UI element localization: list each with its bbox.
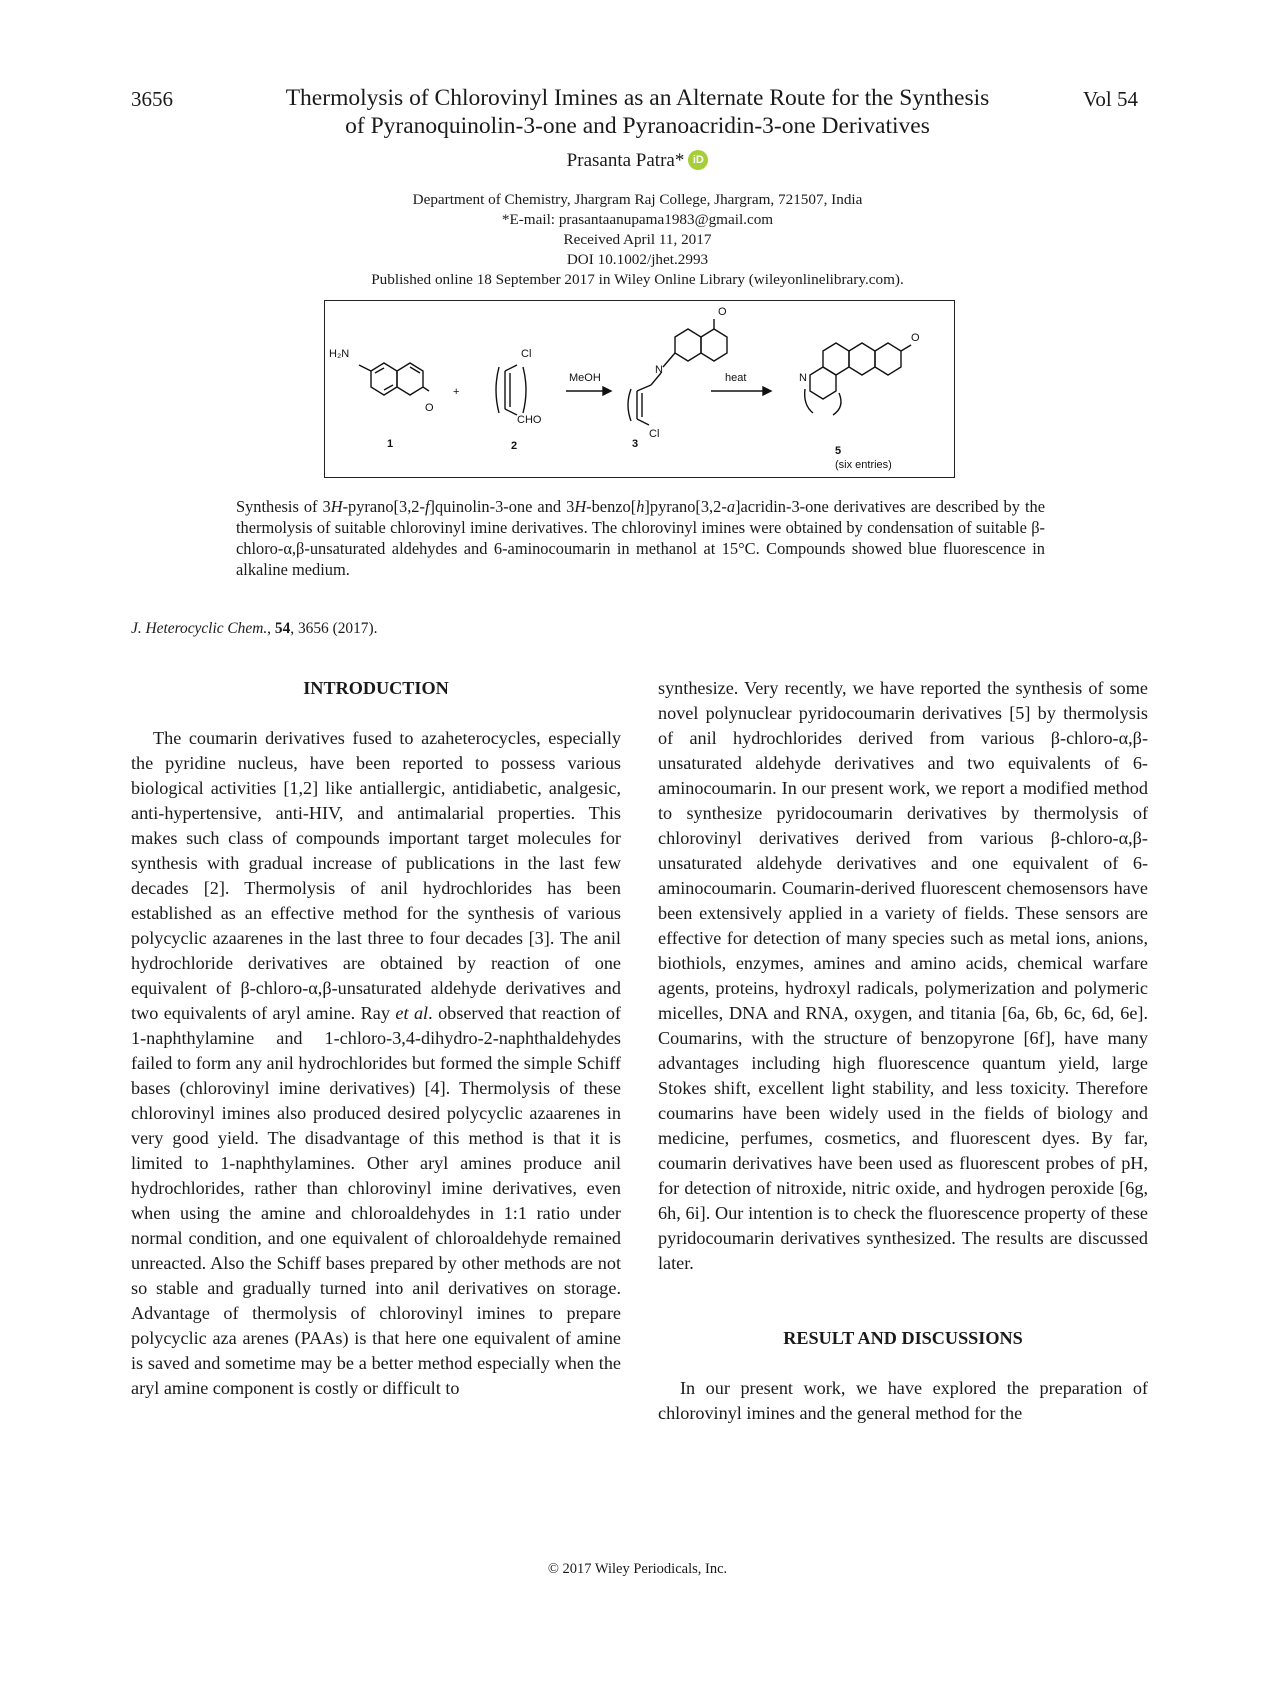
cpd1-number: 1	[387, 438, 394, 450]
article-title	[200, 84, 1075, 140]
citation-volume: 54	[274, 620, 291, 637]
volume-label: Vol 54	[1082, 87, 1138, 111]
journal-name: J. Heterocyclic Chem.	[131, 620, 268, 637]
citation-rest: , 3656 (2017).	[290, 620, 378, 637]
cpd5-o-label: O	[911, 332, 920, 344]
author-line	[0, 150, 1275, 172]
author-name: Prasanta Patra	[566, 150, 675, 171]
cpd1-benzene-ring	[371, 363, 397, 395]
title-line-1: Thermolysis of Chlorovinyl Imines as an Alternate Route for the Synthesis	[285, 85, 990, 111]
doi[interactable]: DOI 10.1002/jhet.2993	[566, 251, 709, 268]
left-column	[131, 676, 621, 1401]
received-date: Received April 11, 2017	[563, 231, 712, 248]
cpd2-cl-label: Cl	[521, 348, 532, 360]
cpd2-number: 2	[511, 440, 518, 452]
amine-label: H₂N	[329, 348, 350, 360]
condition-label: heat	[725, 372, 747, 384]
page-number: 3656	[131, 87, 173, 111]
published-online: Published online 18 September 2017 in Wiley Online Library (wileyonlinelibrary.com).	[371, 271, 904, 288]
introduction-paragraph-2: synthesize. Very recently, we have reported the synthesis of some novel polynuclear pyridocoumarin derivatives [5] by thermolysis of anil hydrochlorides derived from various β-chloro-α,β-unsaturated aldehyde derivatives and two equivalents of 6-aminocoumarin. In our present work, we report a modified method to synthesize pyridocoumarin derivatives by thermolysis of chlorovinyl derivatives derived from various β-chloro-α,β-unsaturated aldehyde derivatives and one equivalent of 6-aminocoumarin. Coumarin-derived fluorescent chemosensors have been extensively applied in a variety of fields. These sensors are effective for detection of many species such as metal ions, anions, biothiols, enzymes, amines and amino acids, chemical warfare agents, proteins, hydroxyl radicals, polymerization and polymeric micelles, DNA and RNA, oxygen, and titania [6a, 6b, 6c, 6d, 6e]. Coumarins, with the structure of benzopyrone [6f], have many advantages including high fluorescence quantum yield, large Stokes shift, excellent light stability, and less toxicity. Therefore coumarins have been widely used in the fields of biology and medicine, perfumes, cosmetics, and fluorescent dyes. By far, coumarin derivatives have been used as fluorescent probes of pH, for detection of nitroxide, nitric oxide, and hydrogen peroxide [6g, 6h, 6i]. Our intention is to check the fluorescence property of these pyridocoumarin derivatives synthesized. The results are discussed later.	[658, 678, 1148, 1273]
cpd5-pyridine-ring	[810, 367, 836, 399]
title-line-2: of Pyranoquinolin-3-one and Pyranoacridin-3-one Derivatives	[345, 113, 930, 139]
cpd5-number: 5	[835, 445, 842, 457]
cpd3-n-label: N	[655, 364, 663, 376]
reagent-label: MeOH	[569, 372, 601, 384]
email[interactable]: *E-mail: prasantaanupama1983@gmail.com	[501, 211, 774, 228]
cpd1-o-label: O	[425, 402, 434, 414]
cpd3-cl-label: Cl	[649, 428, 660, 440]
results-heading: RESULT AND DISCUSSIONS	[783, 1328, 1023, 1348]
cpd3-o-label: O	[718, 306, 727, 318]
affiliation-block	[0, 190, 1275, 290]
citation: J. Heterocyclic Chem., 54, 3656 (2017).	[131, 620, 378, 637]
entries-label: (six entries)	[835, 459, 892, 471]
cpd3-benzene-ring	[675, 329, 701, 361]
cpd5-ring-c	[875, 343, 901, 375]
reaction-scheme	[324, 300, 955, 478]
department: Department of Chemistry, Jhargram Raj College, Jhargram, 721507, India	[412, 191, 863, 208]
reaction-scheme-graphic	[325, 301, 956, 479]
cpd3-number: 3	[632, 438, 639, 450]
cpd2-cho-label: CHO	[517, 414, 542, 426]
introduction-paragraph-1: The coumarin derivatives fused to azaheterocycles, especially the pyridine nucleus, have been reported to possess various biological activities [1,2] like antiallergic, antidiabetic, analgesic, anti-hypertensive, anti-HIV, and antimalarial properties. This makes such class of compounds important target molecules for synthesis with gradual increase of publications in the last few decades [2]. Thermolysis of anil hydrochlorides has been established as an effective method for the synthesis of various polycyclic azaarenes in the last three to four decades [3]. The anil hydrochloride derivatives are obtained by reaction of one equivalent of β-chloro-α,β-unsaturated aldehyde derivatives and two equivalents of aryl amine. Ray et al. observed that reaction of 1-naphthylamine and 1-chloro-3,4-dihydro-2-naphthaldehydes failed to form any anil hydrochlorides but formed the simple Schiff bases (chlorovinyl imine derivatives) [4]. Thermolysis of these chlorovinyl imines also produced desired polycyclic azaarenes in very good yield. The disadvantage of this method is that it is limited to 1-naphthylamines. Other aryl amines produce anil hydrochlorides, rather than chlorovinyl imine derivatives, even when using the amine and chloroaldehydes in 1:1 ratio under normal condition, and one equivalent of chloroaldehyde remained unreacted. Also the Schiff bases prepared by other methods are not so stable and gradually turned into anil derivatives on storage. Advantage of thermolysis of chlorovinyl imines to prepare polycyclic aza arenes (PAAs) is that here one equivalent of amine is saved and sometime may be a better method especially when the aryl amine component is costly or difficult to	[131, 728, 621, 1398]
abstract: Synthesis of 3H-pyrano[3,2-f]quinolin-3-one and 3H-benzo[h]pyrano[3,2-a]acridin-3-one derivatives are described by the thermolysis of suitable chlorovinyl imine derivatives. The chlorovinyl imines were obtained by condensation of suitable β-chloro-α,β-unsaturated aldehydes and 6-aminocoumarin in methanol at 15°C. Compounds showed blue fluorescence in alkaline medium.	[236, 497, 1045, 579]
plus-sign: +	[453, 386, 460, 398]
cpd5-ring-b	[849, 343, 875, 375]
results-paragraph-1: In our present work, we have explored the preparation of chlorovinyl imines and the general method for the	[658, 1378, 1148, 1423]
author-mark: *	[674, 150, 685, 171]
orcid-icon[interactable]: iD	[688, 150, 708, 170]
copyright-footer: © 2017 Wiley Periodicals, Inc.	[547, 1561, 728, 1577]
cpd3-pyrone-ring	[701, 329, 727, 361]
right-column	[658, 676, 1148, 1426]
cpd5-n-label: N	[799, 372, 807, 384]
introduction-heading: INTRODUCTION	[303, 678, 449, 698]
